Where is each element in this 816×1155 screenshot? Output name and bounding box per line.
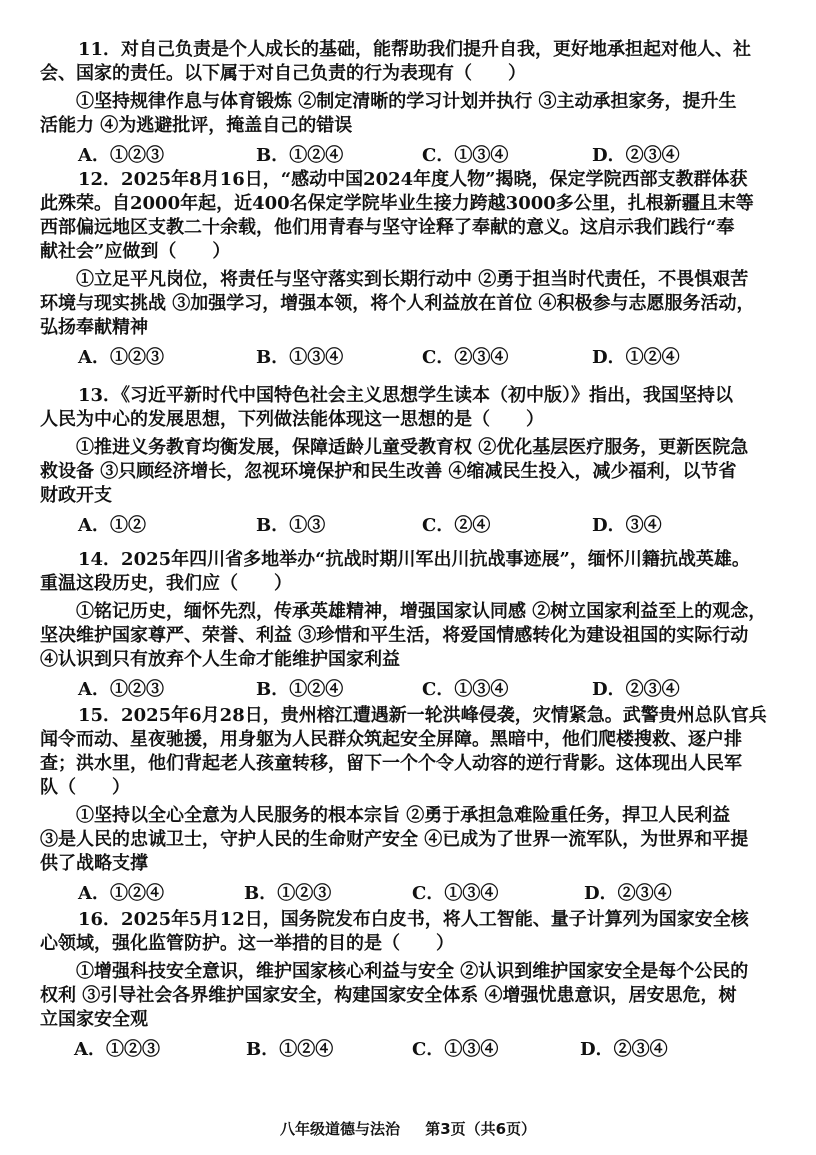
- option-a[interactable]: A．①②④: [78, 883, 164, 904]
- answer-options: [40, 882, 792, 906]
- option-d[interactable]: D．①②④: [592, 347, 680, 368]
- answer-options: [40, 1038, 792, 1062]
- question-statements: ①坚持规律作息与体育锻炼 ②制定清晰的学习计划并执行 ③主动承担家务，提升生: [76, 91, 737, 112]
- question-stem: 15．2025年6月28日，贵州榕江遭遇新一轮洪峰侵袭，灾情紧急。武警贵州总队官兵: [78, 705, 767, 726]
- option-c[interactable]: C．①③④: [422, 145, 509, 166]
- question-statements: 活能力 ④为逃避批评，掩盖自己的错误: [40, 115, 353, 136]
- question-stem: 此殊荣。自2000年起，近400名保定学院毕业生接力跨越3000多公里，扎根新疆且末等: [40, 193, 754, 214]
- question-stem: 11．对自己负责是个人成长的基础，能帮助我们提升自我，更好地承担起对他人、社: [78, 39, 752, 60]
- question-stem: 重温这段历史，我们应（ ）: [40, 573, 292, 594]
- option-b[interactable]: B．①③④: [256, 347, 344, 368]
- question-stem: 14．2025年四川省多地举办“抗战时期川军出川抗战事迹展”，缅怀川籍抗战英雄。: [78, 549, 750, 570]
- question-statements: 立国家安全观: [40, 1009, 148, 1030]
- question-stem: 西部偏远地区支教二十余载，他们用青春与坚守诠释了奉献的意义。这启示我们践行“奉: [40, 217, 735, 238]
- option-b[interactable]: B．①③: [256, 515, 326, 536]
- answer-options: [40, 144, 792, 168]
- question-statements: ③是人民的忠诚卫士，守护人民的生命财产安全 ④已成为了世界一流军队，为世界和平提: [40, 829, 749, 850]
- question-statements: ①立足平凡岗位，将责任与坚守落实到长期行动中 ②勇于担当时代责任，不畏惧艰苦: [76, 269, 749, 290]
- footer-subject: 八年级道德与法治: [279, 1120, 400, 1138]
- option-d[interactable]: D．②③④: [580, 1039, 668, 1060]
- question-statements: 坚决维护国家尊严、荣誉、利益 ③珍惜和平生活，将爱国情感转化为建设祖国的实际行动: [40, 625, 749, 646]
- option-c[interactable]: C．①③④: [412, 1039, 499, 1060]
- question-stem: 队（ ）: [40, 777, 130, 798]
- question-statements: 财政开支: [40, 485, 112, 506]
- option-a[interactable]: A．①②③: [78, 145, 164, 166]
- question-13: [40, 384, 792, 538]
- question-15: [40, 704, 792, 906]
- option-c[interactable]: C．②③④: [422, 347, 509, 368]
- question-stem: 人民为中心的发展思想，下列做法能体现这一思想的是（ ）: [40, 409, 544, 430]
- question-stem: 13．《习近平新时代中国特色社会主义思想学生读本（初中版）》指出，我国坚持以: [78, 385, 734, 406]
- answer-options: [40, 346, 792, 370]
- option-a[interactable]: A．①②③: [74, 1039, 160, 1060]
- option-b[interactable]: B．①②③: [244, 883, 332, 904]
- option-c[interactable]: C．②④: [422, 515, 491, 536]
- answer-options: [40, 678, 792, 702]
- question-14: [40, 548, 792, 702]
- question-stem: 12．2025年8月16日，“感动中国2024年度人物”揭晓，保定学院西部支教群体获: [78, 169, 748, 190]
- question-statements: 环境与现实挑战 ③加强学习，增强本领，将个人利益放在首位 ④积极参与志愿服务活动，: [40, 293, 755, 314]
- option-b[interactable]: B．①②④: [256, 679, 344, 700]
- question-stem: 会、国家的责任。以下属于对自己负责的行为表现有（ ）: [40, 63, 526, 84]
- option-a[interactable]: A．①②③: [78, 679, 164, 700]
- option-d[interactable]: D．②③④: [584, 883, 672, 904]
- question-statements: ①增强科技安全意识，维护国家核心利益与安全 ②认识到维护国家安全是每个公民的: [76, 961, 749, 982]
- question-statements: ①铭记历史，缅怀先烈，传承英雄精神，增强国家认同感 ②树立国家利益至上的观念，: [76, 601, 767, 622]
- question-statements: ①坚持以全心全意为人民服务的根本宗旨 ②勇于承担急难险重任务，捍卫人民利益: [76, 805, 731, 826]
- option-c[interactable]: C．①③④: [412, 883, 499, 904]
- option-c[interactable]: C．①③④: [422, 679, 509, 700]
- page-footer: [0, 1118, 816, 1139]
- question-statements: 救设备 ③只顾经济增长，忽视环境保护和民生改善 ④缩减民生投入，减少福利，以节省: [40, 461, 737, 482]
- question-statements: 供了战略支撑: [40, 853, 148, 874]
- question-statements: 权利 ③引导社会各界维护国家安全，构建国家安全体系 ④增强忧患意识，居安思危，树: [40, 985, 737, 1006]
- question-stem: 闻令而动、星夜驰援，用身躯为人民群众筑起安全屏障。黑暗中，他们爬楼搜救、逐户排: [40, 729, 742, 750]
- question-stem: 16．2025年5月12日，国务院发布白皮书，将人工智能、量子计算列为国家安全核: [78, 909, 749, 930]
- question-statements: 弘扬奉献精神: [40, 317, 148, 338]
- question-stem: 心领域，强化监管防护。这一举措的目的是（ ）: [40, 933, 454, 954]
- option-d[interactable]: D．③④: [592, 515, 662, 536]
- question-11: [40, 38, 792, 168]
- option-b[interactable]: B．①②④: [256, 145, 344, 166]
- question-statements: ①推进义务教育均衡发展，保障适龄儿童受教育权 ②优化基层医疗服务，更新医院急: [76, 437, 749, 458]
- footer-page-number: 第3页（共6页）: [425, 1120, 537, 1138]
- question-12: [40, 168, 792, 370]
- question-stem: 献社会”应做到（ ）: [40, 241, 231, 262]
- option-d[interactable]: D．②③④: [592, 679, 680, 700]
- answer-options: [40, 514, 792, 538]
- option-d[interactable]: D．②③④: [592, 145, 680, 166]
- question-16: [40, 908, 792, 1062]
- question-statements: ④认识到只有放弃个人生命才能维护国家利益: [40, 649, 400, 670]
- option-a[interactable]: A．①②: [78, 515, 146, 536]
- question-stem: 查；洪水里，他们背起老人孩童转移，留下一个个令人动容的逆行背影。这体现出人民军: [40, 753, 742, 774]
- option-b[interactable]: B．①②④: [246, 1039, 334, 1060]
- option-a[interactable]: A．①②③: [78, 347, 164, 368]
